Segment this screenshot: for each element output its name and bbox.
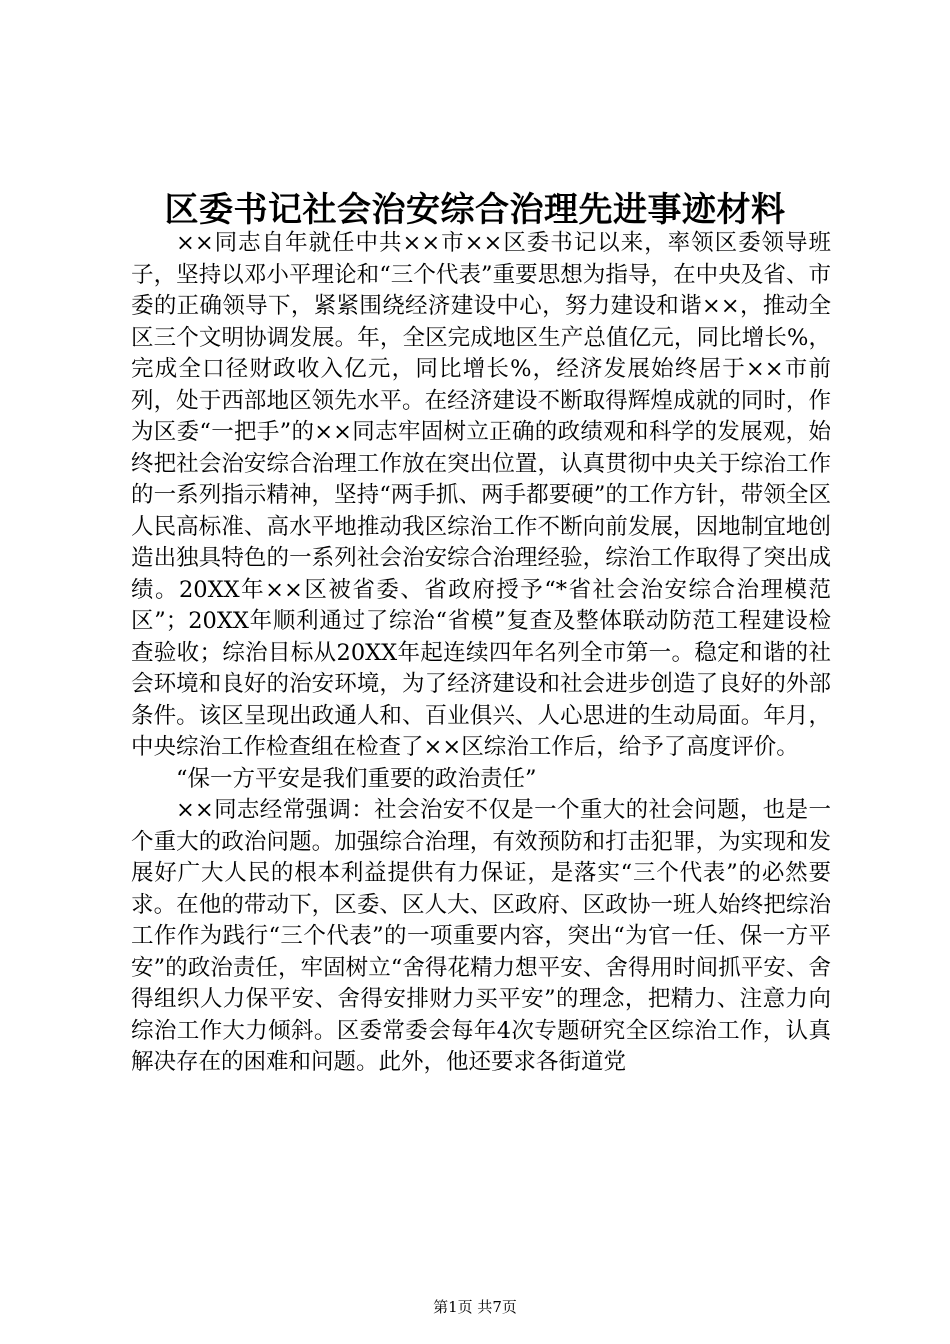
document-title: 区委书记社会治安综合治理先进事迹材料 xyxy=(164,190,786,230)
body-paragraph-1: ××同志自年就任中共××市××区委书记以来，率领区委领导班子，坚持以邓小平理论和“三个代表”重要思想为指导，在中央及省、市委的正确领导下，紧紧围绕经济建设中心，努力建设和谐××，推动全区三个文明协调发展。年，全区完成地区生产总值亿元，同比增长%，完成全口径财政收入亿元，同比增长%，经济发展始终居于××市前列，处于西部地区领先水平。在经济建设不断取得辉煌成就的同时，作为区委“一把手”的××同志牢固树立正确的政绩观和科学的发展观，始终把社会治安综合治理工作放在突出位置，认真贯彻中央关于综治工作的一系列指示精神，坚持“两手抓、两手都要硬”的工作方针，带领全区人民高标准、高水平地推动我区综治工作不断向前发展，因地制宜地创造出独具特色的一系列社会治安综合治理经验，综治工作取得了突出成绩。20XX年××区被省委、省政府授予“*省社会治安综合治理模范区”；20XX年顺利通过了综治“省模”复查及整体联动防范工程建设检查验收；综治目标从20XX年起连续四年名列全市第一。稳定和谐的社会环境和良好的治安环境，为了经济建设和社会进步创造了良好的外部条件。该区呈现出政通人和、百业俱兴、人心思进的生动局面。年月，中央综治工作检查组在检查了××区综治工作后，给予了高度评价。 xyxy=(131,230,831,760)
document-body xyxy=(131,228,831,1079)
page-footer: 第1页 共7页 xyxy=(433,1298,517,1316)
section-heading: “保一方平安是我们重要的政治责任” xyxy=(176,765,537,792)
body-paragraph-2: ××同志经常强调：社会治安不仅是一个重大的社会问题，也是一个重大的政治问题。加强综合治理，有效预防和打击犯罪，为实现和发展好广大人民的根本利益提供有力保证，是落实“三个代表”的必然要求。在他的带动下，区委、区人大、区政府、区政协一班人始终把综治工作作为践行“三个代表”的一项重要内容，突出“为官一任、保一方平安”的政治责任，牢固树立“舍得花精力想平安、舍得用时间抓平安、舍得组织人力保平安、舍得安排财力买平安”的理念，把精力、注意力向综治工作大力倾斜。区委常委会每年4次专题研究全区综治工作，认真解决存在的困难和问题。此外，他还要求各街道党 xyxy=(131,797,831,1075)
